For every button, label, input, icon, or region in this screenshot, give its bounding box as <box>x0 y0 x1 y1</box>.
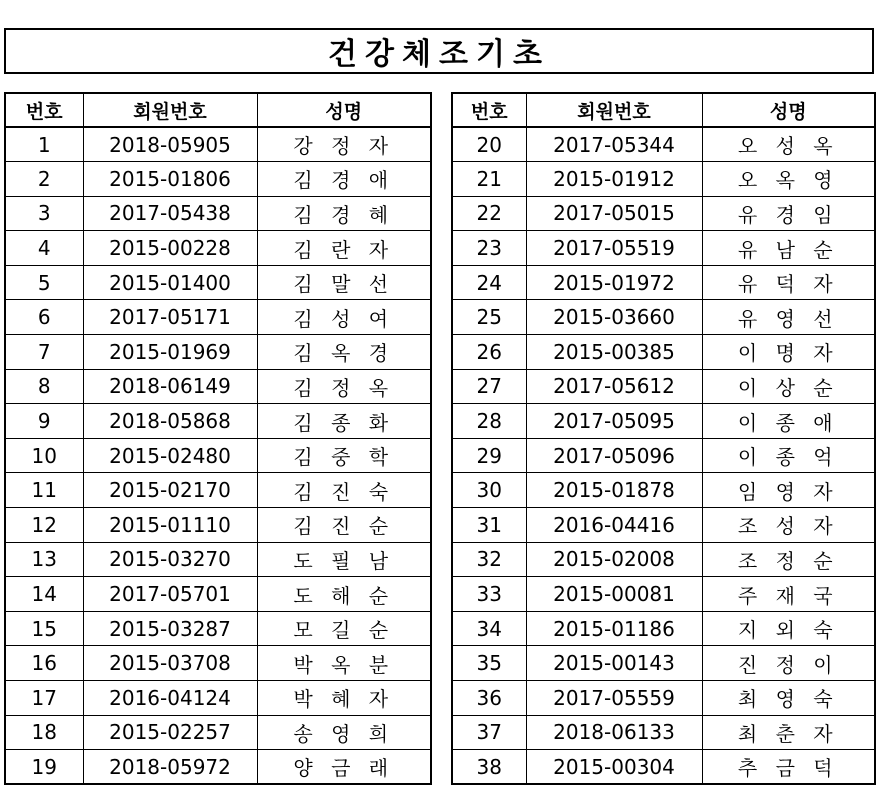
cell-number: 4 <box>5 231 83 266</box>
table-row <box>452 681 875 716</box>
cell-number: 13 <box>5 542 83 577</box>
table-row <box>452 265 875 300</box>
cell-name: 김 말 선 <box>257 265 431 300</box>
cell-number: 25 <box>452 300 526 335</box>
table-row <box>452 750 875 785</box>
cell-member-id: 2018-06149 <box>83 369 257 404</box>
table-row <box>452 335 875 370</box>
cell-member-id: 2016-04416 <box>526 508 702 543</box>
cell-name: 박 혜 자 <box>257 681 431 716</box>
cell-name: 지 외 숙 <box>702 611 875 646</box>
cell-member-id: 2018-06133 <box>526 715 702 750</box>
table-row <box>452 300 875 335</box>
header-name: 성명 <box>257 93 431 127</box>
cell-name: 조 성 자 <box>702 508 875 543</box>
cell-member-id: 2017-05344 <box>526 127 702 162</box>
table-row <box>452 577 875 612</box>
table-row <box>452 611 875 646</box>
cell-name: 유 덕 자 <box>702 265 875 300</box>
cell-name: 조 정 순 <box>702 542 875 577</box>
cell-member-id: 2015-01806 <box>83 162 257 197</box>
cell-number: 8 <box>5 369 83 404</box>
member-table-left <box>4 92 432 785</box>
table-row <box>5 438 431 473</box>
header-number: 번호 <box>452 93 526 127</box>
cell-member-id: 2015-01400 <box>83 265 257 300</box>
cell-member-id: 2015-03270 <box>83 542 257 577</box>
cell-member-id: 2015-01878 <box>526 473 702 508</box>
cell-member-id: 2015-02008 <box>526 542 702 577</box>
cell-member-id: 2017-05559 <box>526 681 702 716</box>
table-row <box>452 646 875 681</box>
table-row <box>5 681 431 716</box>
cell-member-id: 2017-05519 <box>526 231 702 266</box>
table-row <box>5 335 431 370</box>
cell-name: 모 길 순 <box>257 611 431 646</box>
cell-number: 24 <box>452 265 526 300</box>
table-row <box>5 715 431 750</box>
cell-name: 최 춘 자 <box>702 715 875 750</box>
header-member-id: 회원번호 <box>526 93 702 127</box>
cell-name: 도 필 남 <box>257 542 431 577</box>
cell-number: 2 <box>5 162 83 197</box>
cell-number: 21 <box>452 162 526 197</box>
cell-name: 김 란 자 <box>257 231 431 266</box>
cell-name: 유 영 선 <box>702 300 875 335</box>
cell-member-id: 2015-02170 <box>83 473 257 508</box>
table-header-row <box>5 93 431 127</box>
cell-member-id: 2015-01186 <box>526 611 702 646</box>
cell-name: 양 금 래 <box>257 750 431 785</box>
cell-number: 34 <box>452 611 526 646</box>
table-row <box>5 542 431 577</box>
header-name: 성명 <box>702 93 875 127</box>
cell-member-id: 2015-03708 <box>83 646 257 681</box>
cell-name: 이 종 애 <box>702 404 875 439</box>
cell-number: 29 <box>452 438 526 473</box>
table-row <box>5 300 431 335</box>
cell-name: 임 영 자 <box>702 473 875 508</box>
cell-number: 23 <box>452 231 526 266</box>
cell-number: 20 <box>452 127 526 162</box>
cell-member-id: 2018-05868 <box>83 404 257 439</box>
cell-member-id: 2015-01110 <box>83 508 257 543</box>
table-row <box>5 231 431 266</box>
cell-number: 27 <box>452 369 526 404</box>
cell-number: 14 <box>5 577 83 612</box>
table-row <box>5 611 431 646</box>
table-row <box>5 750 431 785</box>
cell-name: 주 재 국 <box>702 577 875 612</box>
cell-number: 33 <box>452 577 526 612</box>
cell-number: 11 <box>5 473 83 508</box>
table-row <box>5 577 431 612</box>
cell-number: 15 <box>5 611 83 646</box>
table-row <box>5 404 431 439</box>
cell-number: 6 <box>5 300 83 335</box>
cell-number: 22 <box>452 196 526 231</box>
table-row <box>5 265 431 300</box>
cell-name: 김 종 화 <box>257 404 431 439</box>
cell-member-id: 2017-05701 <box>83 577 257 612</box>
cell-member-id: 2017-05096 <box>526 438 702 473</box>
table-row <box>5 196 431 231</box>
header-member-id: 회원번호 <box>83 93 257 127</box>
cell-number: 12 <box>5 508 83 543</box>
table-row <box>452 473 875 508</box>
cell-name: 유 경 임 <box>702 196 875 231</box>
cell-member-id: 2015-02480 <box>83 438 257 473</box>
cell-member-id: 2015-00081 <box>526 577 702 612</box>
cell-name: 이 종 억 <box>702 438 875 473</box>
cell-member-id: 2015-03660 <box>526 300 702 335</box>
cell-member-id: 2018-05972 <box>83 750 257 785</box>
cell-name: 김 진 순 <box>257 508 431 543</box>
cell-name: 김 중 학 <box>257 438 431 473</box>
cell-member-id: 2015-01972 <box>526 265 702 300</box>
cell-member-id: 2017-05095 <box>526 404 702 439</box>
table-row <box>5 473 431 508</box>
cell-number: 30 <box>452 473 526 508</box>
cell-member-id: 2015-03287 <box>83 611 257 646</box>
table-body-right <box>452 127 875 784</box>
cell-member-id: 2017-05015 <box>526 196 702 231</box>
cell-name: 도 해 순 <box>257 577 431 612</box>
cell-name: 송 영 희 <box>257 715 431 750</box>
cell-number: 19 <box>5 750 83 785</box>
cell-name: 이 상 순 <box>702 369 875 404</box>
member-table-right <box>451 92 876 785</box>
cell-member-id: 2018-05905 <box>83 127 257 162</box>
cell-number: 17 <box>5 681 83 716</box>
table-row <box>5 646 431 681</box>
cell-number: 31 <box>452 508 526 543</box>
cell-member-id: 2017-05438 <box>83 196 257 231</box>
cell-name: 유 남 순 <box>702 231 875 266</box>
cell-name: 김 경 애 <box>257 162 431 197</box>
table-row <box>452 127 875 162</box>
cell-number: 37 <box>452 715 526 750</box>
cell-member-id: 2017-05171 <box>83 300 257 335</box>
table-row <box>452 162 875 197</box>
cell-number: 26 <box>452 335 526 370</box>
table-row <box>452 231 875 266</box>
table-row <box>452 715 875 750</box>
cell-number: 32 <box>452 542 526 577</box>
cell-member-id: 2017-05612 <box>526 369 702 404</box>
cell-member-id: 2015-01912 <box>526 162 702 197</box>
page-title: 건강체조기초 <box>328 37 550 72</box>
table-row <box>5 508 431 543</box>
cell-member-id: 2015-00143 <box>526 646 702 681</box>
table-row <box>5 127 431 162</box>
cell-number: 10 <box>5 438 83 473</box>
header-number: 번호 <box>5 93 83 127</box>
cell-name: 최 영 숙 <box>702 681 875 716</box>
cell-name: 오 성 옥 <box>702 127 875 162</box>
table-row <box>452 196 875 231</box>
cell-number: 1 <box>5 127 83 162</box>
table-row <box>5 369 431 404</box>
cell-name: 김 옥 경 <box>257 335 431 370</box>
cell-member-id: 2015-02257 <box>83 715 257 750</box>
table-row <box>452 508 875 543</box>
cell-name: 김 진 숙 <box>257 473 431 508</box>
cell-member-id: 2015-00228 <box>83 231 257 266</box>
cell-number: 35 <box>452 646 526 681</box>
table-row <box>452 542 875 577</box>
cell-name: 진 정 이 <box>702 646 875 681</box>
cell-number: 7 <box>5 335 83 370</box>
cell-number: 18 <box>5 715 83 750</box>
cell-number: 9 <box>5 404 83 439</box>
cell-number: 3 <box>5 196 83 231</box>
cell-member-id: 2015-00385 <box>526 335 702 370</box>
cell-name: 강 정 자 <box>257 127 431 162</box>
cell-member-id: 2015-01969 <box>83 335 257 370</box>
table-body-left <box>5 127 431 784</box>
table-row <box>452 438 875 473</box>
cell-name: 김 정 옥 <box>257 369 431 404</box>
cell-name: 추 금 덕 <box>702 750 875 785</box>
cell-name: 이 명 자 <box>702 335 875 370</box>
table-row <box>5 162 431 197</box>
cell-name: 오 옥 영 <box>702 162 875 197</box>
cell-name: 김 경 혜 <box>257 196 431 231</box>
cell-number: 38 <box>452 750 526 785</box>
cell-member-id: 2015-00304 <box>526 750 702 785</box>
cell-name: 박 옥 분 <box>257 646 431 681</box>
table-row <box>452 369 875 404</box>
cell-number: 5 <box>5 265 83 300</box>
cell-number: 28 <box>452 404 526 439</box>
title-box <box>4 28 874 74</box>
cell-number: 36 <box>452 681 526 716</box>
cell-name: 김 성 여 <box>257 300 431 335</box>
cell-member-id: 2016-04124 <box>83 681 257 716</box>
cell-number: 16 <box>5 646 83 681</box>
table-row <box>452 404 875 439</box>
table-header-row <box>452 93 875 127</box>
